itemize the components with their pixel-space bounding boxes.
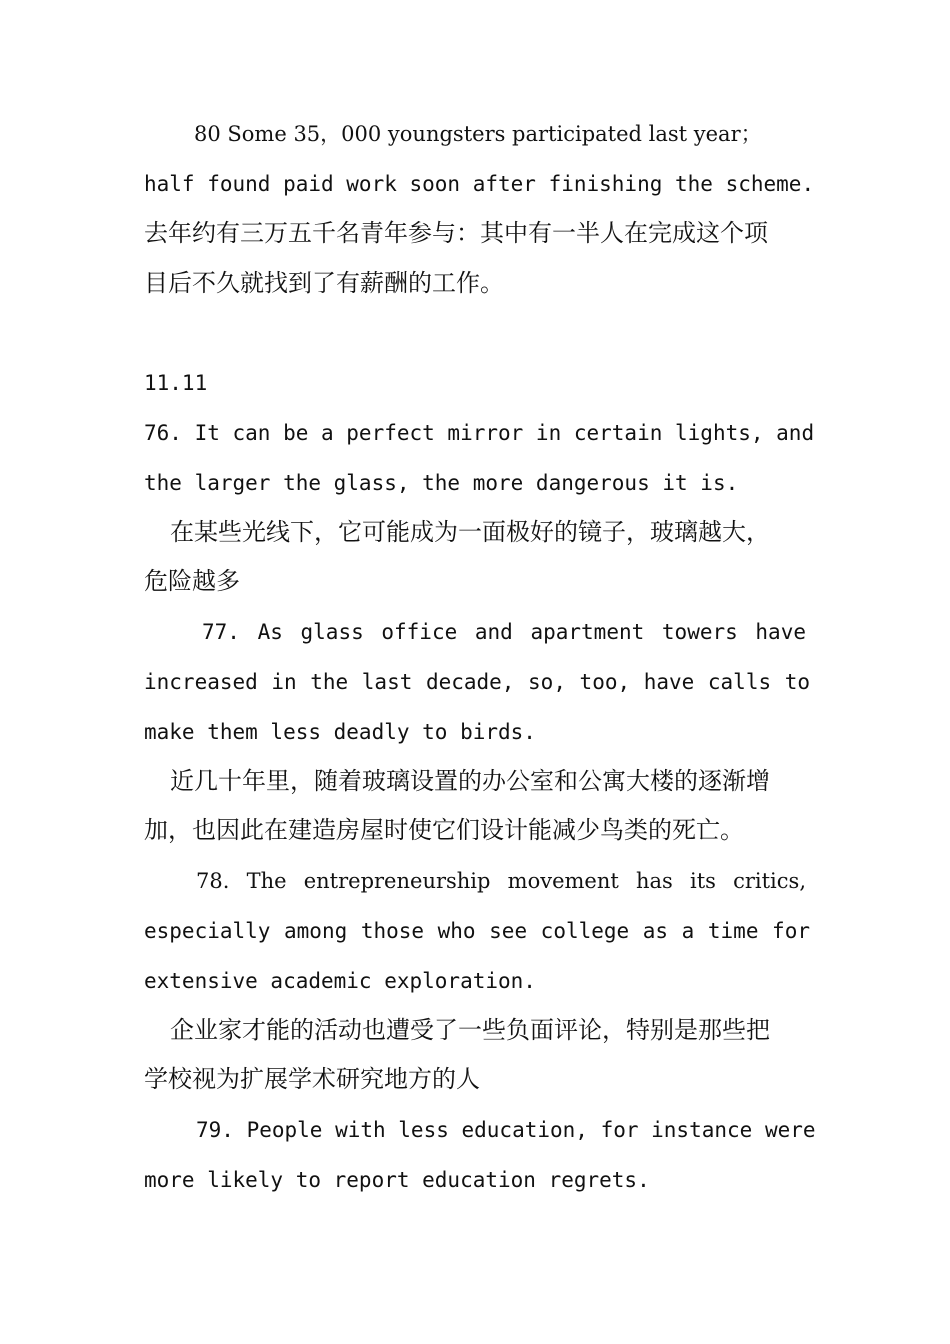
para-77-translation-line-2: 加，也因此在建造房屋时使它们设计能减少鸟类的死亡。 xyxy=(144,816,744,844)
para-80-line-2: half found paid work soon after finishing the scheme. xyxy=(144,172,815,196)
para-78-line-3: extensive academic exploration. xyxy=(144,969,536,993)
para-76-line-2: the larger the glass, the more dangerous it is. xyxy=(144,471,739,495)
para-78-line-2: especially among those who see college as a time for xyxy=(144,919,810,943)
para-79-line-1: 79. People with less education, for instance were xyxy=(196,1118,816,1142)
para-79-line-2: more likely to report education regrets. xyxy=(144,1168,650,1192)
para-76-line-1: 76. It can be a perfect mirror in certain lights, and xyxy=(144,421,815,445)
para-78-translation-line-1: 企业家才能的活动也遭受了一些负面评论，特别是那些把 xyxy=(170,1016,770,1044)
para-76-translation-line-1: 在某些光线下，它可能成为一面极好的镜子，玻璃越大， xyxy=(170,518,770,546)
para-77-translation-line-1: 近几十年里，随着玻璃设置的办公室和公寓大楼的逐渐增 xyxy=(170,767,770,795)
para-78-line-1: 78. The entrepreneurship movement has its critics, xyxy=(196,869,806,893)
para-76-translation-line-2: 危险越多 xyxy=(144,567,240,595)
para-80-translation-line-1: 去年约有三万五千名青年参与：其中有一半人在完成这个项 xyxy=(144,219,768,247)
para-80-line-1: 80 Some 35，000 youngsters participated last year； xyxy=(194,122,762,146)
para-78-translation-line-2: 学校视为扩展学术研究地方的人 xyxy=(144,1065,480,1093)
para-80-translation-line-2: 目后不久就找到了有薪酬的工作。 xyxy=(144,269,504,297)
date-heading: 11.11 xyxy=(144,371,208,395)
para-77-line-1: 77. As glass office and apartment towers have xyxy=(202,620,806,644)
para-77-line-2: increased in the last decade, so, too, have calls to xyxy=(144,670,810,694)
para-77-line-3: make them less deadly to birds. xyxy=(144,720,536,744)
